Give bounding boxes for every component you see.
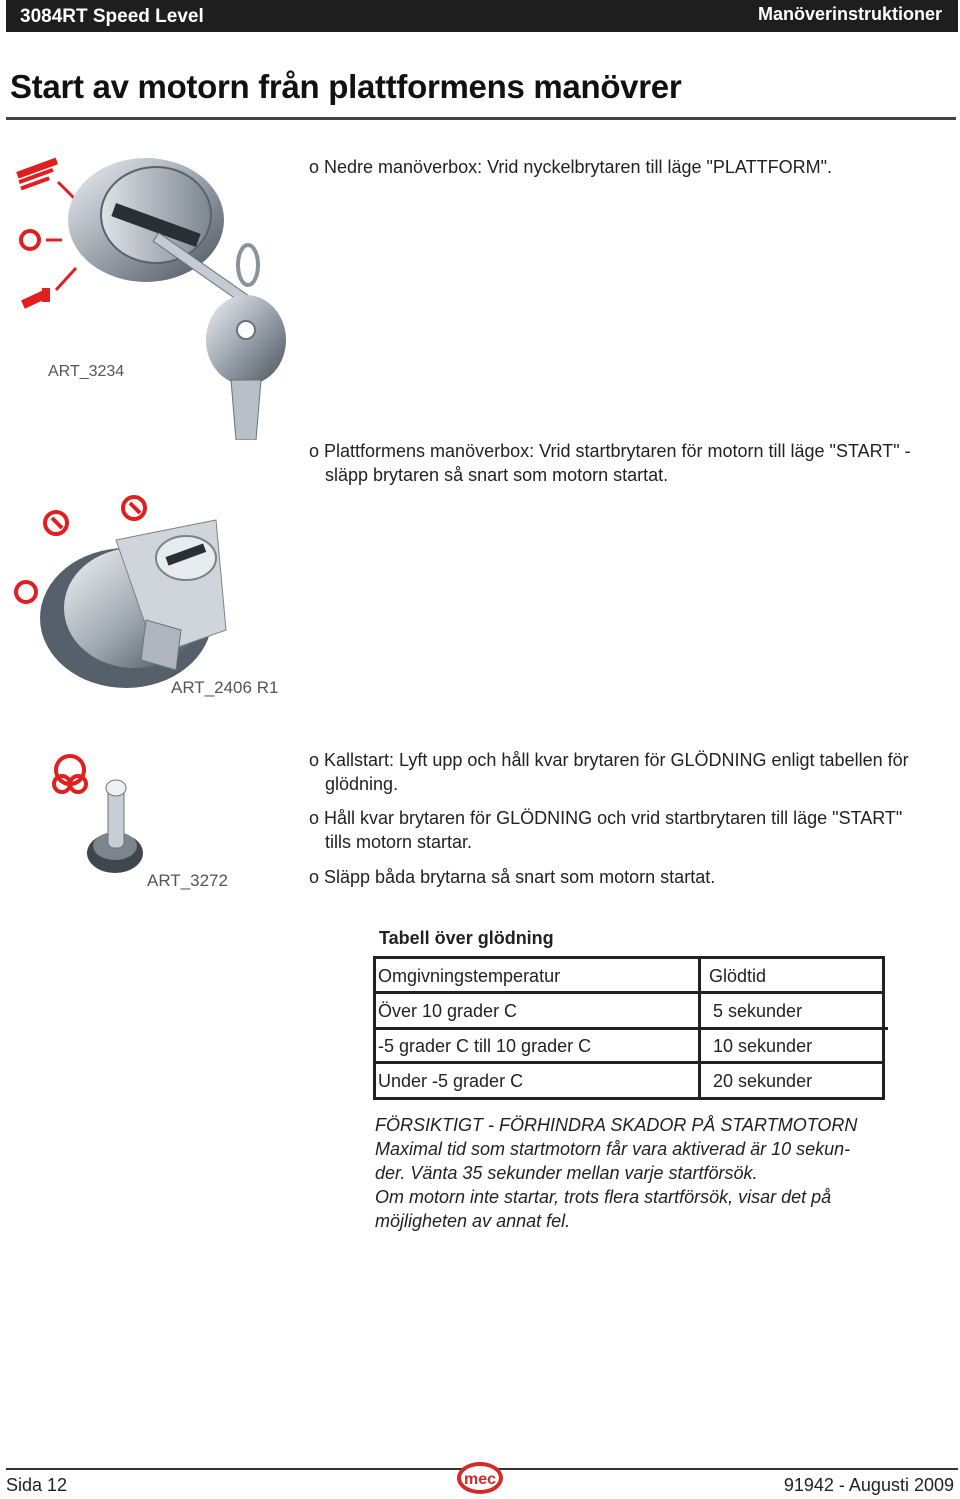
page-title: Start av motorn från plattformens manövrer (10, 68, 682, 105)
table-header-temperature: Omgivningstemperatur (378, 966, 561, 986)
platform-icon (16, 158, 58, 191)
table-cell: 5 sekunder (713, 1001, 803, 1021)
table-cell: 10 sekunder (713, 1036, 813, 1056)
table-row-divider (376, 991, 882, 994)
header-bar (6, 0, 958, 32)
step-4-line1: o Håll kvar brytaren för GLÖDNING och vrid startbrytaren till läge "START" (309, 808, 903, 828)
caution-line: Maximal tid som startmotorn får vara aktiverad är 10 sekun- (375, 1139, 851, 1159)
table-cell: 20 sekunder (713, 1071, 813, 1091)
header-product: 3084RT Speed Level (20, 6, 204, 27)
header-section: Manöverinstruktioner (757, 4, 942, 24)
step-4-line2: tills motorn startar. (325, 832, 473, 852)
caution-line: der. Vänta 35 sekunder mellan varje startförsök. (375, 1163, 758, 1183)
step-3-line2: glödning. (325, 774, 399, 794)
table-cell: Över 10 grader C (378, 1001, 518, 1021)
table-cell: -5 grader C till 10 grader C (378, 1036, 592, 1056)
off-icon (16, 582, 36, 602)
ground-icon (21, 288, 50, 309)
step-3-line1: o Kallstart: Lyft upp och håll kvar brytaren för GLÖDNING enligt tabellen för (309, 750, 909, 770)
off-icon (21, 231, 39, 249)
table-row-divider (376, 1061, 882, 1064)
caution-heading: FÖRSIKTIGT - FÖRHINDRA SKADOR PÅ STARTMOTORN (375, 1115, 858, 1135)
key-switch-illustration (6, 140, 306, 440)
start-icon (45, 497, 145, 534)
title-divider (6, 117, 956, 120)
step-2-line2: släpp brytaren så snart som motorn startat. (325, 465, 669, 485)
table-cell: Under -5 grader C (378, 1071, 524, 1091)
table-header-glowtime: Glödtid (709, 966, 767, 986)
caution-line: Om motorn inte startar, trots flera startförsök, visar det på (375, 1187, 832, 1207)
table-row-divider (376, 1027, 888, 1030)
mec-logo-text: mec (463, 1471, 497, 1488)
glow-plug-icon (54, 756, 86, 792)
glow-table (373, 956, 885, 1100)
document-number-date: 91942 - Augusti 2009 (783, 1475, 954, 1495)
figure-caption-1: ART_3234 (48, 363, 125, 380)
step-2-line1: o Plattformens manöverbox: Vrid startbrytaren för motorn till läge "START" - (309, 441, 911, 461)
glow-toggle-illustration (40, 748, 240, 898)
step-5: o Släpp båda brytarna så snart som motorn startat. (309, 867, 716, 887)
figure-caption-2: ART_2406 R1 (171, 678, 279, 697)
step-1: o Nedre manöverbox: Vrid nyckelbrytaren till läge "PLATTFORM". (309, 157, 832, 177)
start-switch-illustration (6, 490, 286, 705)
caution-line: möjligheten av annat fel. (375, 1211, 571, 1231)
page-number: Sida 12 (6, 1475, 68, 1495)
table-title: Tabell över glödning (379, 928, 554, 948)
caution-note (375, 1113, 915, 1233)
mec-logo (455, 1460, 505, 1496)
figure-caption-3: ART_3272 (147, 871, 228, 890)
